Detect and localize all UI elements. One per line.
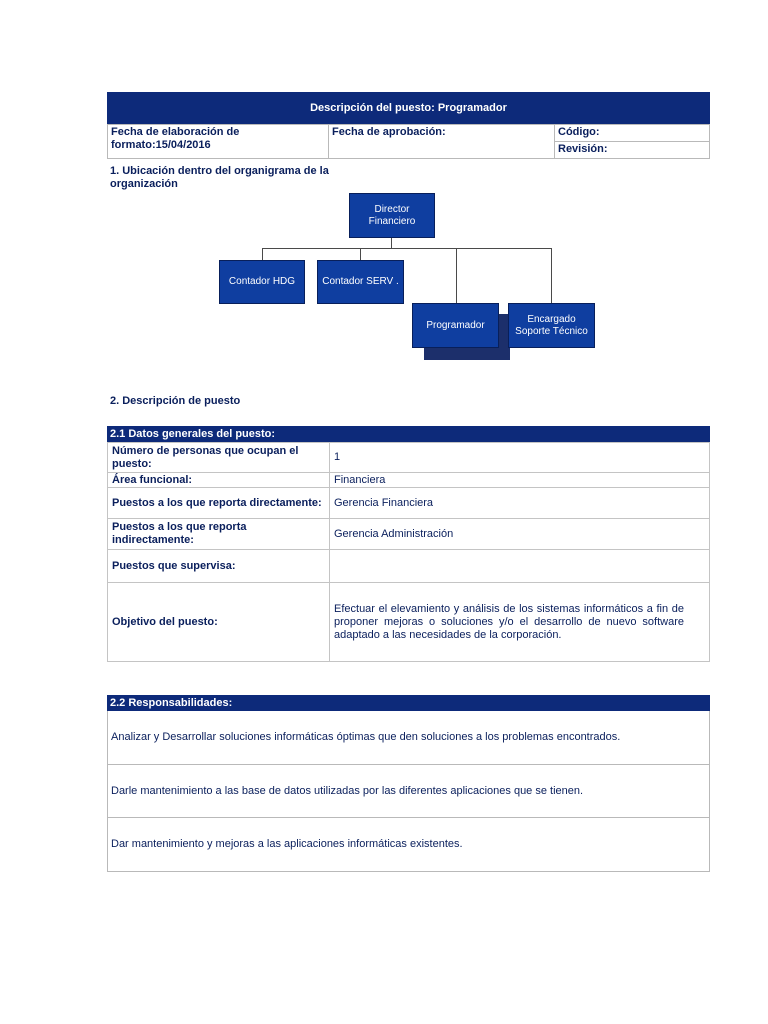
- connector-programador: [456, 248, 457, 303]
- header-codigo-cell: [554, 124, 710, 142]
- connector-encargado: [551, 248, 552, 303]
- row-value-personas: 1: [330, 443, 710, 473]
- responsabilidades-heading: [107, 695, 710, 711]
- list-item: [107, 765, 710, 818]
- row-label-area: Área funcional:: [108, 473, 330, 488]
- row-label-reporta-indirectamente: Puestos a los que reporta indirectamente:: [108, 519, 330, 550]
- responsabilidades-heading-text: 2.2 Responsabilidades:: [110, 697, 233, 709]
- org-node-programador-label: Programador: [426, 319, 485, 331]
- fecha-aprobacion: Fecha de aprobación:: [332, 126, 446, 138]
- row-value-reporta-directamente: Gerencia Financiera: [330, 488, 710, 519]
- datos-generales-heading-text: 2.1 Datos generales del puesto:: [110, 428, 276, 440]
- org-node-director: [349, 193, 435, 238]
- table-row: [108, 443, 710, 473]
- org-node-contador-serv: [317, 260, 404, 304]
- table-row: [108, 519, 710, 550]
- connector-director-down: [391, 238, 392, 248]
- org-node-encargado-label: Encargado Soporte Técnico: [515, 313, 588, 337]
- table-row: [108, 583, 710, 662]
- connector-horizontal: [262, 248, 552, 249]
- row-value-area: Financiera: [330, 473, 710, 488]
- org-node-encargado: [508, 303, 595, 348]
- datos-generales-section: [107, 426, 710, 662]
- document-title: Descripción del puesto: Programador: [310, 102, 507, 114]
- org-node-contador-serv-label: Contador SERV .: [322, 276, 399, 287]
- connector-hdg: [262, 248, 263, 260]
- row-label-supervisa: Puestos que supervisa:: [108, 550, 330, 583]
- row-value-reporta-indirectamente: Gerencia Administración: [330, 519, 710, 550]
- org-chart-heading: 1. Ubicación dentro del organigrama de la organización: [110, 165, 329, 190]
- responsabilidad-1: Analizar y Desarrollar soluciones informáticas óptimas que den soluciones a los problemas encontrados.: [111, 731, 621, 743]
- section-2-heading: 2. Descripción de puesto: [110, 395, 241, 407]
- header-revision-cell: [554, 141, 710, 159]
- responsabilidad-3: Dar mantenimiento y mejoras a las aplicaciones informáticas existentes.: [111, 838, 463, 850]
- document-title-bar: [107, 92, 710, 124]
- fecha-elaboracion: Fecha de elaboración de formato:15/04/2016: [111, 126, 240, 151]
- row-label-objetivo: Objetivo del puesto:: [108, 583, 330, 662]
- header-fecha-elaboracion-cell: [107, 124, 329, 159]
- list-item: [107, 711, 710, 765]
- row-label-personas: Número de personas que ocupan el puesto:: [108, 443, 330, 473]
- responsabilidad-2: Darle mantenimiento a las base de datos utilizadas por las diferentes aplicaciones que se tienen.: [111, 784, 584, 797]
- org-node-director-label: Director Financiero: [368, 203, 416, 227]
- row-label-reporta-directamente: Puestos a los que reporta directamente:: [108, 488, 330, 519]
- list-item: [107, 818, 710, 872]
- row-value-supervisa: [330, 550, 710, 583]
- table-row: [108, 473, 710, 488]
- datos-generales-table: [107, 442, 710, 662]
- org-node-contador-hdg: [219, 260, 305, 304]
- table-row: [108, 488, 710, 519]
- revision-label: Revisión:: [558, 143, 608, 155]
- responsabilidades-section: [107, 695, 710, 872]
- org-node-contador-hdg-label: Contador HDG: [228, 276, 296, 287]
- header-fecha-aprobacion-cell: [328, 124, 555, 159]
- org-node-programador: [412, 303, 499, 348]
- datos-generales-heading: [107, 426, 710, 442]
- table-row: [108, 550, 710, 583]
- codigo-label: Código:: [558, 126, 600, 138]
- row-value-objetivo: Efectuar el elevamiento y análisis de los sistemas informáticos a fin de proponer mejoras o soluciones y/o el desarrollo de nuevo software adaptado a las necesidades de la corporación.: [330, 583, 710, 662]
- connector-serv: [360, 248, 361, 260]
